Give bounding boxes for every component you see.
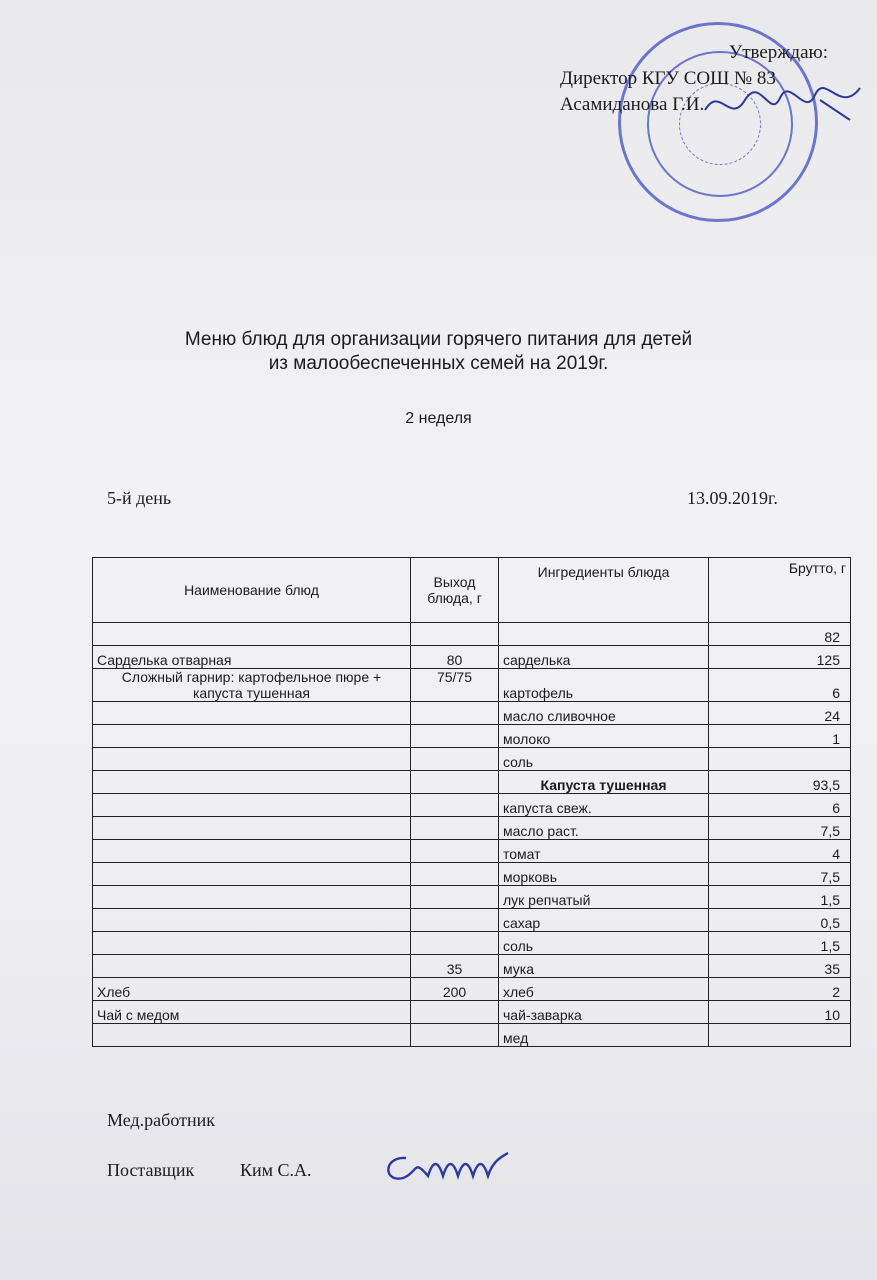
week-label: 2 неделя: [405, 410, 472, 427]
cell-ingredient: Капуста тушенная: [499, 771, 709, 794]
cell-gross: 7,5: [709, 863, 851, 886]
cell-output: [411, 1001, 499, 1024]
cell-dish: [93, 863, 411, 886]
cell-ingredient: соль: [499, 932, 709, 955]
cell-gross: 93,5: [709, 771, 851, 794]
cell-ingredient: хлеб: [499, 978, 709, 1001]
header-gross: Брутто, г: [709, 558, 851, 623]
header-dish: Наименование блюд: [93, 558, 411, 623]
cell-dish: [93, 623, 411, 646]
med-worker-label: Мед.работник: [107, 1110, 215, 1130]
cell-gross: 125: [709, 646, 851, 669]
cell-gross: 1,5: [709, 932, 851, 955]
table-row: [93, 669, 851, 702]
cell-ingredient: [499, 623, 709, 646]
cell-dish: [93, 748, 411, 771]
table-row: [93, 886, 851, 909]
cell-output: [411, 623, 499, 646]
cell-output: [411, 863, 499, 886]
cell-output: [411, 748, 499, 771]
cell-output: 80: [411, 646, 499, 669]
cell-gross: 1,5: [709, 886, 851, 909]
cell-ingredient: сарделька: [499, 646, 709, 669]
table-row: [93, 909, 851, 932]
cell-output: [411, 794, 499, 817]
supplier-name: Ким С.А.: [240, 1160, 312, 1180]
cell-ingredient: сахар: [499, 909, 709, 932]
cell-output: 35: [411, 955, 499, 978]
table-row: [93, 978, 851, 1001]
cell-dish: [93, 702, 411, 725]
cell-gross: 10: [709, 1001, 851, 1024]
cell-dish: Сложный гарнир: картофельное пюре + капуста тушенная: [93, 669, 411, 702]
cell-gross: 7,5: [709, 817, 851, 840]
document-title: [0, 328, 877, 376]
cell-output: 75/75: [411, 669, 499, 702]
cell-ingredient: масло сливочное: [499, 702, 709, 725]
cell-ingredient: чай-заварка: [499, 1001, 709, 1024]
cell-ingredient: мед: [499, 1024, 709, 1047]
cell-gross: 6: [709, 669, 851, 702]
cell-gross: 35: [709, 955, 851, 978]
menu-table: [92, 557, 851, 1047]
cell-ingredient: капуста свеж.: [499, 794, 709, 817]
table-row: [93, 1024, 851, 1047]
cell-output: [411, 886, 499, 909]
cell-gross: 2: [709, 978, 851, 1001]
table-row: [93, 863, 851, 886]
cell-gross: 1: [709, 725, 851, 748]
cell-dish: [93, 1024, 411, 1047]
table-row: [93, 771, 851, 794]
table-row: [93, 955, 851, 978]
cell-dish: [93, 771, 411, 794]
cell-output: [411, 817, 499, 840]
supplier-label: Поставщик: [107, 1160, 195, 1180]
table-header-row: [93, 558, 851, 623]
cell-dish: Сарделька отварная: [93, 646, 411, 669]
approval-position: Директор КГУ СОШ № 83: [560, 68, 776, 89]
table-row: [93, 817, 851, 840]
cell-dish: [93, 840, 411, 863]
cell-gross: 4: [709, 840, 851, 863]
cell-output: [411, 909, 499, 932]
cell-dish: Чай с медом: [93, 1001, 411, 1024]
approval-label: Утверждаю:: [728, 42, 828, 63]
cell-ingredient: лук репчатый: [499, 886, 709, 909]
table-row: [93, 702, 851, 725]
table-row: [93, 932, 851, 955]
cell-output: [411, 932, 499, 955]
cell-ingredient: томат: [499, 840, 709, 863]
cell-dish: [93, 817, 411, 840]
cell-ingredient: соль: [499, 748, 709, 771]
table-row: [93, 794, 851, 817]
cell-output: [411, 725, 499, 748]
cell-dish: [93, 932, 411, 955]
table-row: [93, 748, 851, 771]
cell-ingredient: морковь: [499, 863, 709, 886]
cell-ingredient: мука: [499, 955, 709, 978]
cell-ingredient: молоко: [499, 725, 709, 748]
cell-gross: 24: [709, 702, 851, 725]
approval-block: [560, 40, 860, 118]
cell-output: [411, 702, 499, 725]
table-row: [93, 646, 851, 669]
cell-output: [411, 771, 499, 794]
cell-ingredient: масло раст.: [499, 817, 709, 840]
approval-name: Асамиданова Г.И.: [560, 94, 705, 115]
cell-dish: Хлеб: [93, 978, 411, 1001]
menu-date: 13.09.2019г.: [687, 488, 778, 508]
table-row: [93, 725, 851, 748]
cell-dish: [93, 725, 411, 748]
supplier-signature: [378, 1148, 513, 1188]
cell-dish: [93, 909, 411, 932]
cell-ingredient: картофель: [499, 669, 709, 702]
day-label: 5-й день: [107, 488, 172, 508]
cell-gross: [709, 1024, 851, 1047]
cell-gross: 6: [709, 794, 851, 817]
cell-gross: 0,5: [709, 909, 851, 932]
cell-dish: [93, 886, 411, 909]
table-row: [93, 840, 851, 863]
cell-gross: 82: [709, 623, 851, 646]
table-row: [93, 623, 851, 646]
cell-output: [411, 840, 499, 863]
title-line-1: Меню блюд для организации горячего питания для детей: [184, 329, 693, 350]
cell-output: [411, 1024, 499, 1047]
header-ingredients: Ингредиенты блюда: [499, 558, 709, 623]
cell-dish: [93, 955, 411, 978]
cell-dish: [93, 794, 411, 817]
cell-gross: [709, 748, 851, 771]
table-row: [93, 1001, 851, 1024]
title-line-2: из малообеспеченных семей на 2019г.: [268, 353, 609, 374]
cell-output: 200: [411, 978, 499, 1001]
header-output: Выход блюда, г: [411, 558, 499, 623]
